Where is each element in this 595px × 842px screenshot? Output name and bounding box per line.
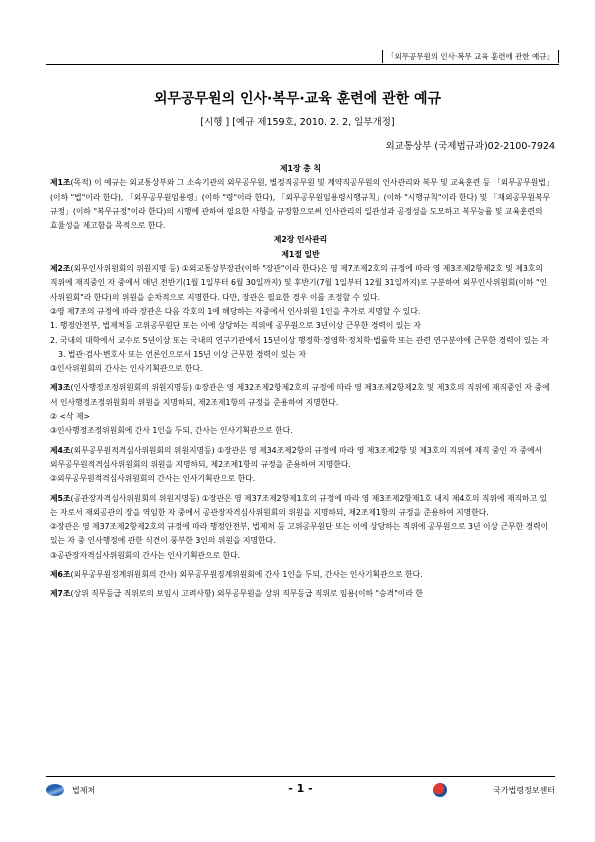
- article-2-paragraph-2: ②영 제7조의 규정에 따라 장관은 다음 각호의 1에 해당하는 자중에서 인사위원 1인을 추가로 지명할 수 있다.: [50, 306, 421, 316]
- article-5-paragraph-2: ②장관은 영 제37조제2항제2호의 규정에 따라 행정안전부, 법제처 등 고위공무원단 또는 이에 상당하는 직위에 공무원으로 3년 이상 근무한 경력이 있는 자 중 인사행정에 관한 식견이 풍부한 3인의 위원을 지명한다.: [50, 522, 549, 546]
- document-body: [50, 162, 551, 602]
- article-2: [50, 262, 551, 305]
- article-3: [50, 381, 551, 410]
- header-rule: [46, 64, 559, 65]
- article-4-paragraph-2: ②외무공무원적격심사위원회의 간사는 인사기획관으로 한다.: [50, 474, 256, 484]
- national-law-center-logo-icon: [433, 783, 447, 797]
- page-footer: [46, 780, 555, 800]
- article-5-paragraph-3: ③공관장자격심사위원회의 간사는 인사기획관으로 한다.: [50, 550, 241, 560]
- article-5-number: 제5조: [50, 493, 71, 503]
- article-1: [50, 176, 551, 233]
- article-3-text: (인사행정조정위원회의 위원지명등) ①장관은 영 제32조제2항제2호의 규정에 따라 영 제3조제2항제2호 및 제3호의 직위에 재직중인 자 중에서 인사행정조정위원회의 위원을 지명하되, 제2조제1항의 규정을 준용하여 지명한다.: [50, 383, 550, 407]
- footer-rule: [46, 776, 555, 777]
- article-1-text: (목적) 이 예규는 외교통상부와 그 소속기관의 외무공무원, 별정직공무원 및 계약직공무원의 인사관리와 복무 및 교육훈련 등 「외무공무원법」(이하 "법"이라 한다), 「외무공무원임용령」(이하 "령"이라 한다), 「외무공무원임용령시행규칙」(이하 "시행규칙"이라 한다) 및 「재외공무원복무규정」(이하 "복무규정"이라 한다)의 시행에 관하여 필요한 사항을 규정함으로써 인사관리의 일관성과 공정성을 도모하고 복무능률 및 교육훈련의 효율성을 제고함을 목적으로 한다.: [50, 178, 551, 231]
- document-title: 외무공무원의 인사·복무·교육 훈련에 관한 예규: [153, 91, 442, 107]
- article-7: [50, 587, 551, 601]
- article-2-item-1: 1. 행정안전부, 법제처등 고위공무원단 또는 이에 상당하는 직위에 공무원으로 3년이상 근무한 경력이 있는 자: [50, 321, 421, 331]
- article-2-text: (외무인사위원회의 위원지명 등) ①외교통상부장관(이하 "장관"이라 한다)은 영 제7조제2호의 규정에 따라 영 제3조제2항제2호 및 제3호의 직위에 재직중인 자 중에서 매년 전반기(1월 1일부터 6월 30일까지) 및 후반기(7월 1일부터 12월 31일까지)로 구분하여 외무인사위원회(이하 "인사위원회"라 한다)의 위원을 순차적으로 지명한다. 다만, 장관은 필요한 경우 이를 조정할 수 있다.: [50, 264, 548, 302]
- article-3-number: 제3조: [50, 383, 71, 393]
- article-6: [50, 568, 551, 582]
- article-6-text: (외무공무원징계위원회의 간사) 외무공무원징계위원회에 간사 1인을 두되, 간사는 인사기획관으로 한다.: [70, 570, 423, 580]
- footer-right-source: 국가법령정보센터: [493, 786, 555, 795]
- document-subtitle: [시행 ] [예규 제159호, 2010. 2. 2, 일부개정]: [200, 117, 395, 128]
- chapter-2-heading: 제2장 인사관리: [273, 235, 328, 245]
- section-1-heading: 제1절 일반: [281, 249, 320, 259]
- article-7-number: 제7조: [50, 589, 71, 599]
- article-5-text: (공관장자격심사위원회의 위원지명등) ①장관은 영 제37조제2항제1호의 규정에 따라 영 제3조제2항제1호 내지 제4호의 직위에 재직하고 있는 자로서 재외공관의 장을 역임한 자 중에서 공관장자격심사위원회의 위원을 지명하되, 제2조제1항의 규정을 준용하여 지명한다.: [50, 493, 548, 517]
- article-2-paragraph-3: ③인사위원회의 간사는 인사기획관으로 한다.: [50, 364, 203, 374]
- article-6-number: 제6조: [50, 570, 71, 580]
- page-number: - 1 -: [288, 782, 313, 795]
- running-header: 「외무공무원의 인사·복무 교육 훈련에 관한 예규」: [382, 50, 559, 63]
- footer-left-source: 법제처: [72, 786, 96, 795]
- article-4: [50, 444, 551, 473]
- article-1-number: 제1조: [50, 178, 71, 188]
- chapter-1-heading: 제1장 총 칙: [280, 164, 321, 173]
- article-2-item-3: 3. 법관·검사·변호사 또는 언론인으로서 15년 이상 근무한 경력이 있는 자: [58, 349, 306, 359]
- article-5: [50, 492, 551, 521]
- article-4-text: (외무공무원적격심사위원회의 위원지명등) ①장관은 영 제34조제2항의 규정에 따라 영 제3조제2항 및 제3호의 직위에 재직 중인 자 중에서 외무공무원적격심사위원회의 위원을 지명하되, 제2조제1항의 규정을 준용하여 지명한다.: [50, 445, 543, 469]
- article-4-number: 제4조: [50, 445, 71, 455]
- article-7-text: (상위 직무등급 직위로의 보임시 고려사항) 외무공무원을 상위 직무등급 직위로 임용(이하 "승격"이라 한: [70, 589, 423, 599]
- article-3-paragraph-3: ③인사행정조정위원회에 간사 1인을 두되, 간사는 인사기획관으로 한다.: [50, 426, 293, 436]
- article-2-number: 제2조: [50, 264, 71, 274]
- article-3-paragraph-2: ② <삭 제>: [50, 412, 91, 422]
- ministry-contact: 외교통상부 (국제법규과)02-2100-7924: [385, 141, 555, 152]
- article-2-item-2: 2. 국내의 대학에서 교수로 5년이상 또는 국내의 연구기관에서 15년이상 행정학·경영학·정치학·법률학 또는 관련 연구분야에 근무한 경력이 있는 자: [50, 335, 549, 345]
